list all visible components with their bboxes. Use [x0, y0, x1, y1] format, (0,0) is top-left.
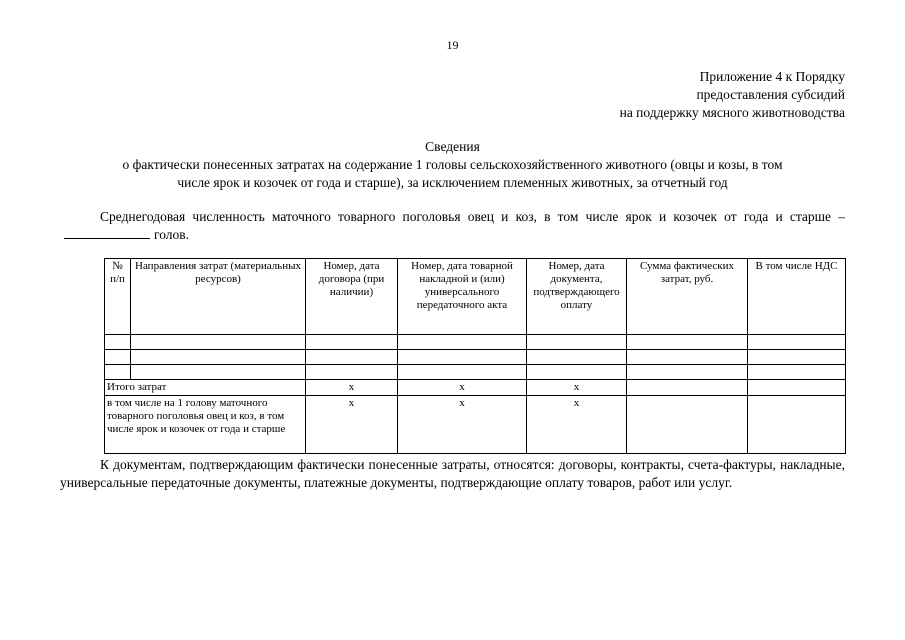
table-cell[interactable] [131, 335, 306, 350]
table-cell[interactable] [748, 335, 846, 350]
population-blank-field[interactable] [64, 226, 150, 239]
per-head-label: в том числе на 1 голову маточного товарного поголовья овец и коз, в том числе ярок и козочек от года и старше [105, 396, 306, 454]
table-cell[interactable] [398, 350, 527, 365]
table-cell[interactable] [398, 365, 527, 380]
header-vat: В том числе НДС [748, 259, 846, 335]
header-payment: Номер, дата документа, подтверждающего оплату [527, 259, 627, 335]
total-invoice: х [398, 380, 527, 396]
per-head-sum[interactable] [627, 396, 748, 454]
per-head-invoice: х [398, 396, 527, 454]
footnote-paragraph: К документам, подтверждающим фактически понесенные затраты, относятся: договоры, контракты, счета-фактуры, накладные, универсальные передаточные документы, платежные документы, подтверждающие оплату товаров, работ или услуг. [60, 457, 845, 490]
header-num: № п/п [105, 259, 131, 335]
table-cell[interactable] [627, 365, 748, 380]
document-subtitle [60, 156, 845, 192]
costs-table [104, 258, 846, 454]
table-cell[interactable] [627, 335, 748, 350]
subtitle-line-2: числе ярок и козочек от года и старше), за исключением племенных животных, за отчетный год [177, 175, 728, 190]
appendix-line-2: предоставления субсидий [696, 87, 845, 102]
total-vat[interactable] [748, 380, 846, 396]
header-sum: Сумма фактических затрат, руб. [627, 259, 748, 335]
table-cell[interactable] [105, 335, 131, 350]
table-cell[interactable] [306, 350, 398, 365]
per-head-payment: х [527, 396, 627, 454]
table-cell[interactable] [131, 350, 306, 365]
table-cell[interactable] [306, 335, 398, 350]
header-invoice: Номер, дата товарной накладной и (или) универсального передаточного акта [398, 259, 527, 335]
table-row [105, 350, 846, 365]
table-cell[interactable] [105, 350, 131, 365]
table-cell[interactable] [105, 365, 131, 380]
population-text: Среднегодовая численность маточного товарного поголовья овец и коз, в том числе ярок и козочек от года и старше – [100, 209, 845, 224]
appendix-line-3: на поддержку мясного животноводства [619, 105, 845, 120]
total-payment: х [527, 380, 627, 396]
table-cell[interactable] [527, 350, 627, 365]
table-cell[interactable] [398, 335, 527, 350]
document-title: Сведения [425, 139, 480, 154]
total-sum[interactable] [627, 380, 748, 396]
table-cell[interactable] [306, 365, 398, 380]
per-head-row [105, 396, 846, 454]
table-cell[interactable] [748, 350, 846, 365]
table-row [105, 335, 846, 350]
population-paragraph [60, 208, 845, 244]
per-head-vat[interactable] [748, 396, 846, 454]
total-label: Итого затрат [105, 380, 306, 396]
table-cell[interactable] [131, 365, 306, 380]
table-cell[interactable] [748, 365, 846, 380]
appendix-header [620, 68, 845, 122]
appendix-line-1: Приложение 4 к Порядку [699, 69, 845, 84]
header-direction: Направления затрат (материальных ресурсов) [131, 259, 306, 335]
table-cell[interactable] [527, 335, 627, 350]
table-row [105, 365, 846, 380]
header-contract: Номер, дата договора (при наличии) [306, 259, 398, 335]
total-row [105, 380, 846, 396]
subtitle-line-1: о фактически понесенных затратах на содержание 1 головы сельскохозяйственного животного (овцы и козы, в том [122, 157, 783, 172]
population-unit: голов. [154, 227, 190, 242]
page-number: 19 [446, 38, 459, 52]
total-contract: х [306, 380, 398, 396]
table-header-row [105, 259, 846, 335]
table-cell[interactable] [527, 365, 627, 380]
table-cell[interactable] [627, 350, 748, 365]
per-head-contract: х [306, 396, 398, 454]
